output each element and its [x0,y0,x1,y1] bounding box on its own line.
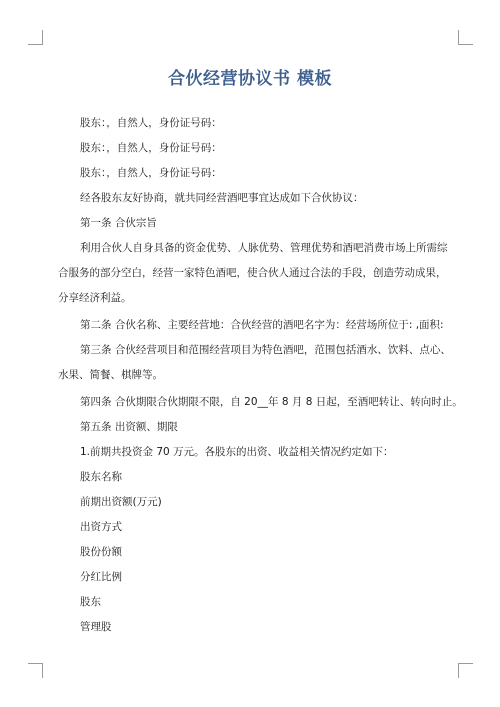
corner-mark-bottom-right [458,663,473,678]
article-3-text-line-2: 水果、简餐、棋牌等。 [58,369,163,381]
corner-mark-bottom-left [28,663,43,678]
corner-mark-top-left [28,30,43,45]
shareholder-line-1: 股东：，自然人，身份证号码： [80,117,222,129]
table-label-dividend-ratio: 分红比例 [80,571,122,583]
corner-mark-top-right [458,30,473,45]
agreement-intro: 经各股东友好协商，就共同经营酒吧事宜达成如下合伙协议： [80,192,364,204]
table-label-initial-capital: 前期出资额(万元) [80,496,162,508]
article-1-heading: 第一条 合伙宗旨 [80,217,157,229]
article-5-item-1: 1.前期共投资金 70 万元。各股东的出资、收益相关情况约定如下： [80,446,394,458]
article-2-text: 第二条 合伙名称、主要经营地：合伙经营的酒吧名字为：经营场所位于: ,面积: [80,319,444,331]
article-1-text-line-1: 利用合伙人自身具备的资金优势、人脉优势、管理优势和酒吧消费市场上所需综 [80,242,448,254]
article-5-heading: 第五条 出资额、期限 [80,421,178,433]
table-label-shareholder: 股东 [80,596,101,608]
shareholder-line-3: 股东：，自然人，身份证号码： [80,167,222,179]
article-1-text-line-2: 合服务的部分空白，经营一家特色酒吧，使合伙人通过合法的手段，创造劳动成果， [58,267,447,279]
table-label-contribution-method: 出资方式 [80,521,122,533]
table-label-management-share: 管理股 [80,621,112,633]
shareholder-line-2: 股东：，自然人，身份证号码： [80,142,222,154]
article-3-text-line-1: 第三条 合伙经营项目和范围经营项目为特色酒吧，范围包括酒水、饮料、点心、 [80,344,451,356]
table-label-share-portion: 股份份额 [80,546,122,558]
article-1-text-line-3: 分享经济利益。 [58,292,132,304]
table-label-shareholder-name: 股东名称 [80,471,122,483]
article-4-text: 第四条 合伙期限合伙期限不限，自 20__年 8 月 8 日起，至酒吧转让、转向时止。 [80,396,463,408]
document-title: 合伙经营协议书 模板 [168,69,332,89]
